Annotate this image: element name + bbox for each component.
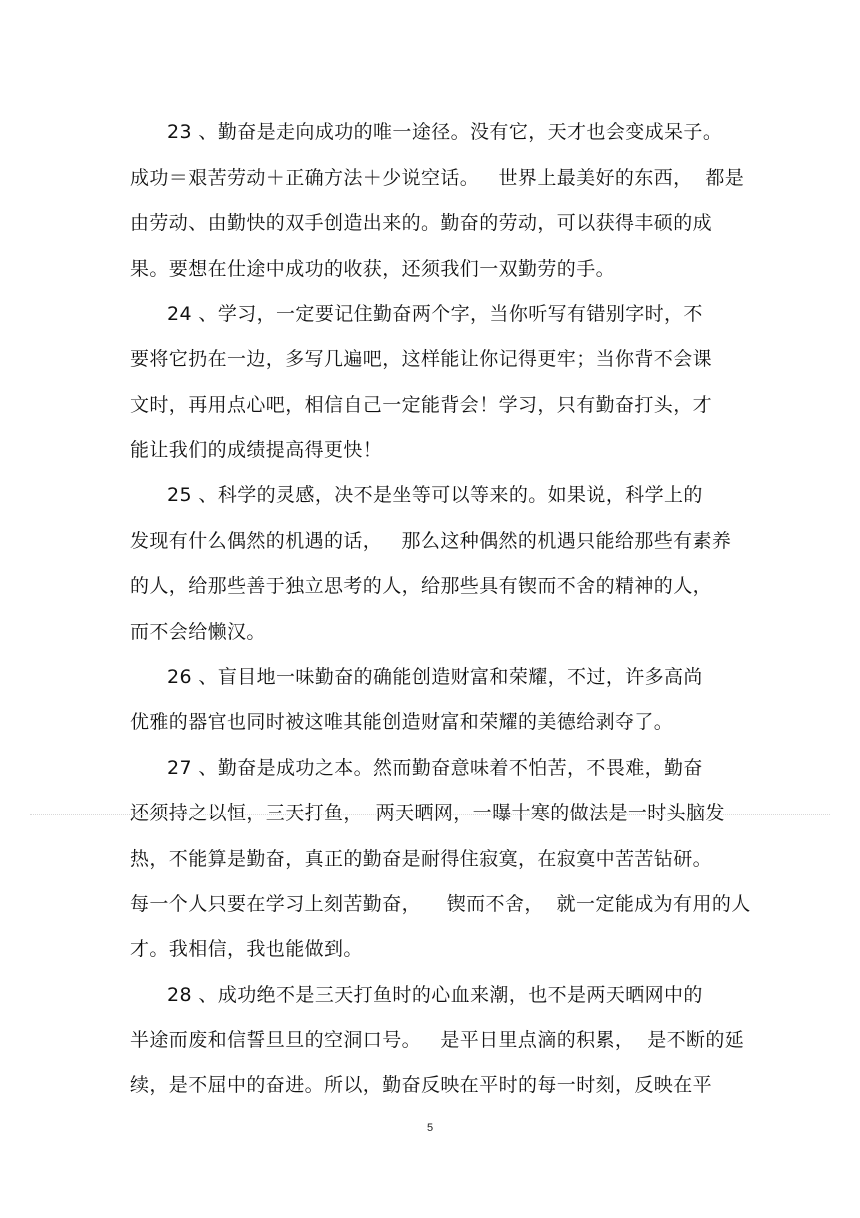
text-line: 而不会给懒汉。 [130,621,266,643]
text-line: 26 、盲目地一味勤奋的确能创造财富和荣耀，不过，许多高尚 [167,666,703,688]
text-line: 文时，再用点心吧，相信自己一定能背会！学习，只有勤奋打头，才 [130,394,713,416]
text-line: 能让我们的成绩提高得更快！ [130,439,383,461]
text-line: 由劳动、由勤快的双手创造出来的。勤奋的劳动，可以获得丰硕的成 [130,212,713,234]
text-line: 成功＝艰苦劳动＋正确方法＋少说空话。 世界上最美好的东西， 都是 [130,167,745,189]
text-line: 半途而废和信誓旦旦的空洞口号。 是平日里点滴的积累， 是不断的延 [130,1029,745,1051]
text-line: 28 、成功绝不是三天打鱼时的心血来潮，也不是两天晒网中的 [167,984,703,1006]
text-line: 要将它扔在一边，多写几遍吧，这样能让你记得更牢；当你背不会课 [130,348,713,370]
text-line: 27 、勤奋是成功之本。然而勤奋意味着不怕苦，不畏难，勤奋 [167,757,703,779]
text-line: 每一个人只要在学习上刻苦勤奋， 锲而不舍， 就一定能成为有用的人 [130,893,751,915]
text-line: 发现有什么偶然的机遇的话， 那么这种偶然的机遇只能给那些有素养 [130,530,732,552]
text-line: 还须持之以恒，三天打鱼， 两天晒网，一曝十寒的做法是一时头脑发 [130,802,725,824]
text-line: 25 、科学的灵感，决不是坐等可以等来的。如果说，科学上的 [167,484,703,506]
text-line: 续，是不屈中的奋进。所以，勤奋反映在平时的每一时刻，反映在平 [130,1074,713,1096]
text-line: 果。要想在仕途中成功的收获，还须我们一双勤劳的手。 [130,258,616,280]
text-line: 23 、勤奋是走向成功的唯一途径。没有它，天才也会变成呆子。 [167,121,723,143]
text-line: 才。我相信，我也能做到。 [130,938,363,960]
faint-dotted-rule [30,814,830,815]
text-line: 24 、学习，一定要记住勤奋两个字，当你听写有错别字时，不 [167,303,703,325]
text-line: 热，不能算是勤奋，真正的勤奋是耐得住寂寞，在寂寞中苦苦钻研。 [130,848,713,870]
text-line: 优雅的器官也同时被这唯其能创造财富和荣耀的美德给剥夺了。 [130,711,674,733]
text-line: 的人，给那些善于独立思考的人，给那些具有锲而不舍的精神的人， [130,575,713,597]
page-number: 5 [426,1122,434,1134]
